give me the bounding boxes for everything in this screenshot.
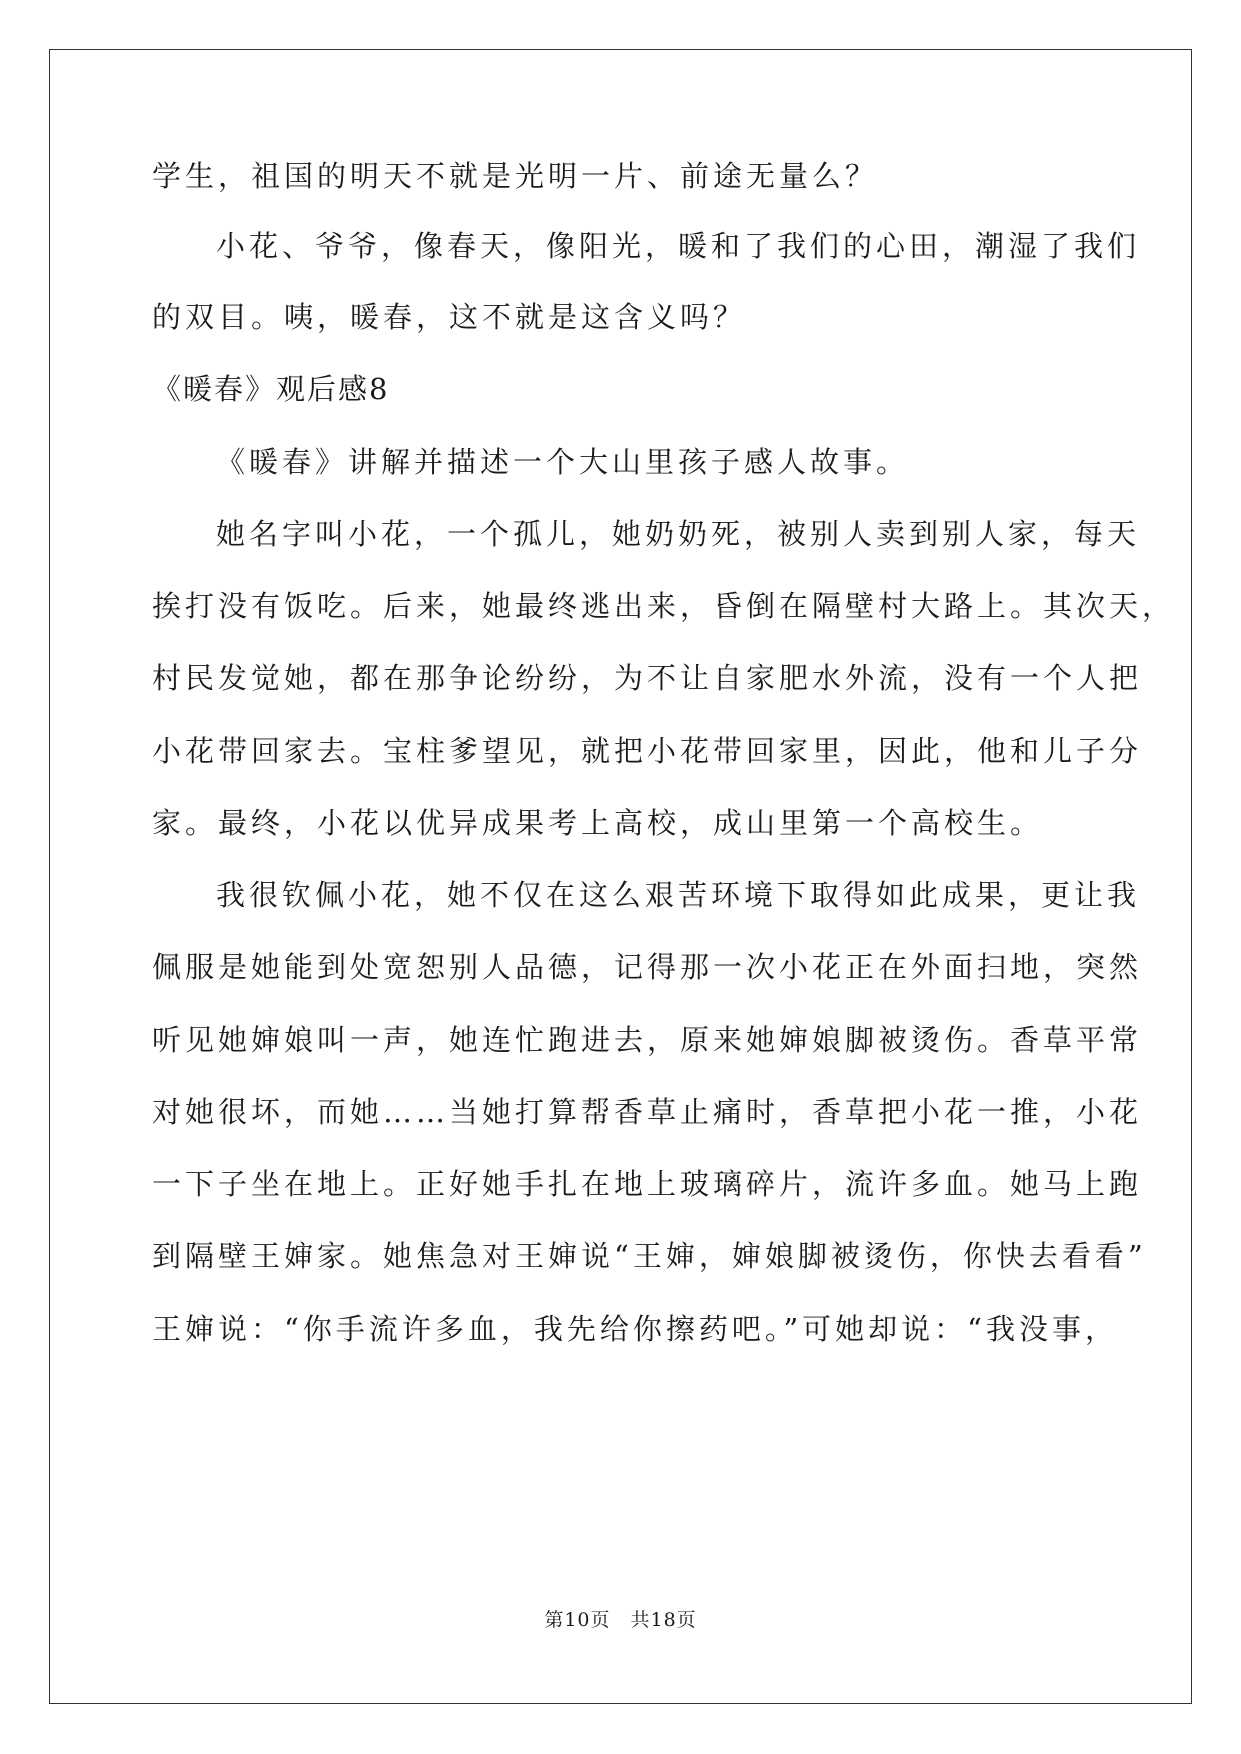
section-heading: 《暖春》观后感8	[152, 372, 390, 406]
paragraph-first-line: 她名字叫小花，一个孤儿，她奶奶死，被别人卖到别人家，每天	[216, 517, 1141, 551]
text-line: 村民发觉她，都在那争论纷纷，为不让自家肥水外流，没有一个人把	[152, 661, 1143, 695]
paragraph-first-line: 小花、爷爷，像春天，像阳光，暖和了我们的心田，潮湿了我们	[216, 229, 1141, 263]
text-line: 小花带回家去。宝柱爹望见，就把小花带回家里，因此，他和儿子分	[152, 734, 1143, 768]
paragraph-first-line: 《暖春》讲解并描述一个大山里孩子感人故事。	[216, 445, 910, 479]
text-line: 佩服是她能到处宽恕别人品德，记得那一次小花正在外面扫地，突然	[152, 950, 1143, 984]
text-line: 一下子坐在地上。正好她手扎在地上玻璃碎片，流许多血。她马上跑	[152, 1167, 1143, 1201]
page-number: 第10页 共18页	[544, 1609, 697, 1631]
text-line: 到隔壁王婶家。她焦急对王婶说“王婶，婶娘脚被烫伤，你快去看看”	[152, 1239, 1147, 1273]
paragraph-first-line: 我很钦佩小花，她不仅在这么艰苦环境下取得如此成果，更让我	[216, 878, 1141, 912]
text-line: 听见她婶娘叫一声，她连忙跑进去，原来她婶娘脚被烫伤。香草平常	[152, 1023, 1143, 1057]
text-line: 家。最终，小花以优异成果考上高校，成山里第一个高校生。	[152, 806, 1044, 840]
text-line: 对她很坏，而她……当她打算帮香草止痛时，香草把小花一推，小花	[152, 1095, 1143, 1129]
text-line: 的双目。咦，暖春，这不就是这含义吗？	[152, 300, 747, 334]
text-line: 挨打没有饭吃。后来，她最终逃出来，昏倒在隔壁村大路上。其次天，	[152, 589, 1176, 623]
text-line: 王婶说：“你手流许多血，我先给你擦药吧。”可她却说：“我没事，	[152, 1312, 1118, 1346]
text-line: 学生，祖国的明天不就是光明一片、前途无量么？	[152, 159, 879, 193]
